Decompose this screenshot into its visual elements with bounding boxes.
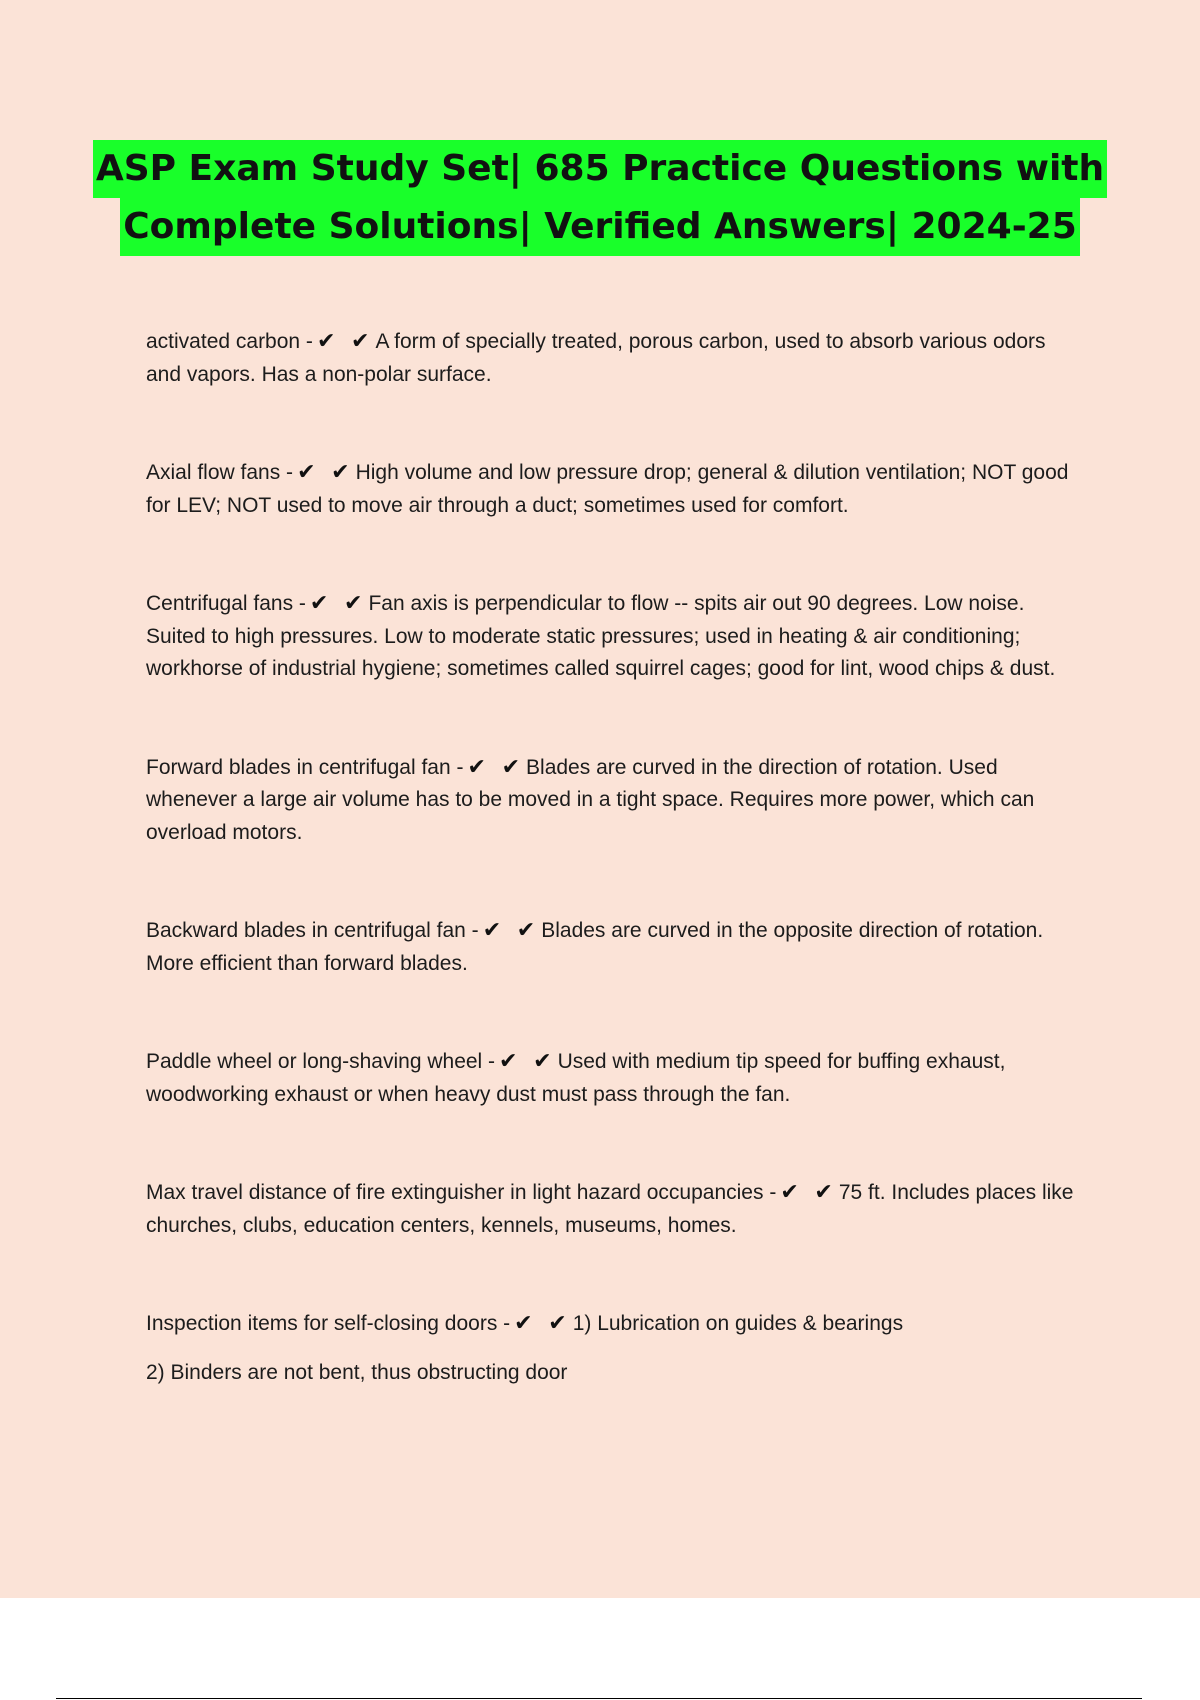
footer-divider: [56, 1698, 1142, 1699]
double-check-icon: ✔ ✔: [499, 1049, 556, 1074]
flashcard-entry: [146, 588, 1086, 686]
double-check-icon: ✔ ✔: [316, 329, 374, 354]
double-check-icon: ✔ ✔: [780, 1180, 837, 1205]
flashcard-entry: [146, 915, 1086, 980]
flashcard-entry: [146, 457, 1086, 522]
flashcard-entry: [146, 1046, 1086, 1111]
title-row-2: [0, 198, 1200, 256]
flashcard-list: [146, 326, 1086, 1455]
entry-term: Axial flow fans -: [146, 461, 294, 484]
entry-definition: Blades are curved in the opposite direction of rotation. More efficient than forward blades.: [146, 919, 1044, 975]
double-check-icon: ✔ ✔: [309, 591, 367, 616]
double-check-icon: ✔ ✔: [467, 754, 525, 780]
entry-term: activated carbon -: [146, 330, 313, 353]
entry-term: Centrifugal fans -: [146, 592, 306, 615]
entry-definition: Fan axis is perpendicular to flow -- spits air out 90 degrees. Low noise. Suited to high pressures. Low to moderate static pressures; used in heating & air conditioning; workhorse of industrial hygiene; sometimes called squirrel cages; good for lint, wood chips & dust.: [146, 592, 1056, 680]
double-check-icon: ✔ ✔: [297, 460, 354, 485]
title-line-1: ASP Exam Study Set| 685 Practice Questions with: [93, 140, 1107, 198]
entry-definition: Blades are curved in the direction of rotation. Used whenever a large air volume has to be moved in a tight space. Requires more power, which can overload motors.: [146, 755, 1035, 844]
flashcard-entry: [146, 752, 1086, 850]
entry-definition: 75 ft. Includes places like churches, clubs, education centers, kennels, museums, homes.: [146, 1181, 1074, 1237]
flashcard-entry: [146, 1308, 1086, 1389]
entry-term: Max travel distance of fire extinguisher in light hazard occupancies -: [146, 1181, 777, 1204]
document-title: [0, 140, 1200, 256]
flashcard-entry: [146, 1177, 1086, 1242]
title-row-1: [0, 140, 1200, 198]
entry-term: Backward blades in centrifugal fan -: [146, 919, 479, 942]
double-check-icon: ✔ ✔: [482, 918, 540, 943]
entry-term: Inspection items for self-closing doors -: [146, 1312, 511, 1335]
entry-definition-continued: 2) Binders are not bent, thus obstructing door: [146, 1360, 568, 1384]
double-check-icon: ✔ ✔: [514, 1311, 571, 1336]
entry-term: Forward blades in centrifugal fan -: [146, 755, 464, 779]
entry-definition: A form of specially treated, porous carbon, used to absorb various odors and vapors. Has a non-polar surface.: [146, 330, 1046, 386]
entry-definition: High volume and low pressure drop; general & dilution ventilation; NOT good for LEV; NOT used to move air through a duct; sometimes used for comfort.: [146, 461, 1069, 517]
entry-term: Paddle wheel or long-shaving wheel -: [146, 1050, 496, 1073]
title-line-2: Complete Solutions| Verified Answers| 2024-25: [120, 198, 1080, 256]
flashcard-entry: [146, 326, 1086, 391]
entry-definition: Used with medium tip speed for buffing exhaust, woodworking exhaust or when heavy dust must pass through the fan.: [146, 1050, 1006, 1106]
entry-definition: 1) Lubrication on guides & bearings: [572, 1312, 904, 1335]
